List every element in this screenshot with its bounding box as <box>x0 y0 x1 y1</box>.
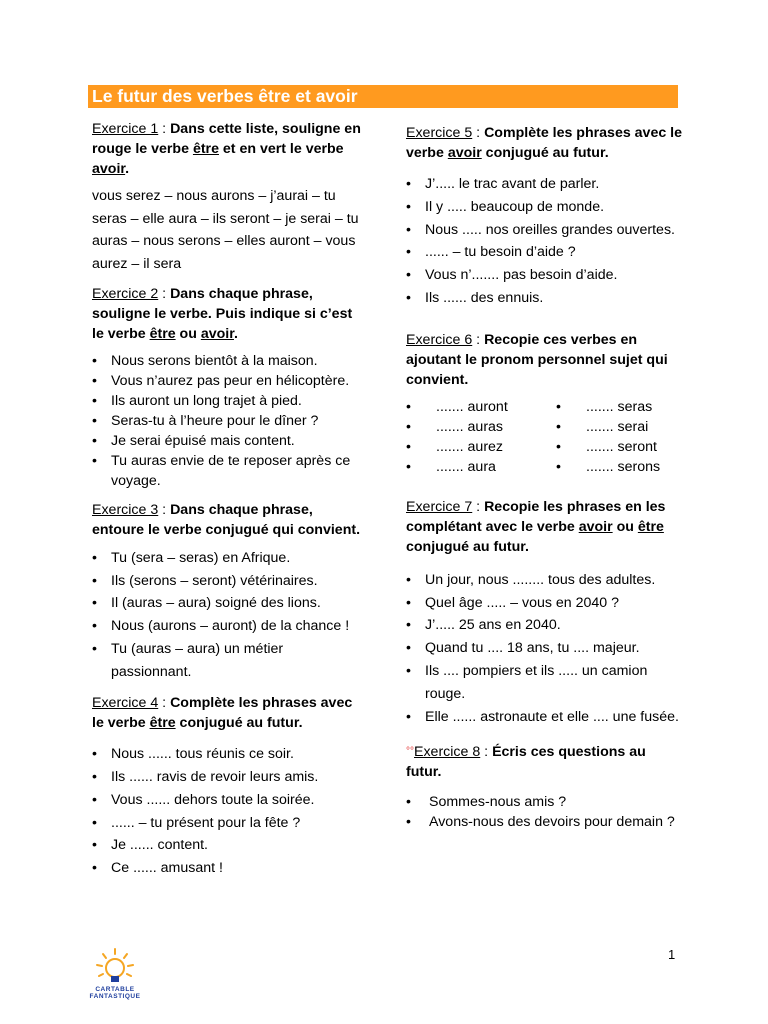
list-item: • Ce ...... amusant ! <box>92 857 364 880</box>
exercise-3 <box>92 500 364 683</box>
list-item: • Je ...... content. <box>92 834 364 857</box>
list-item: • Nous ..... nos oreilles grandes ouvertes. <box>406 219 682 242</box>
exercise-2 <box>92 284 364 491</box>
right-column <box>406 123 682 832</box>
list-item: • ...... – tu besoin d’aide ? <box>406 241 682 264</box>
logo-text: CARTABLE FANTASTIQUE <box>89 986 141 1000</box>
list-item: • ....... auras <box>406 417 556 437</box>
left-column <box>92 119 364 880</box>
exercise-2-label: Exercice 2 <box>92 286 159 302</box>
exercise-3-list <box>92 547 364 683</box>
list-item: • J’..... le trac avant de parler. <box>406 173 682 196</box>
list-item: • Un jour, nous ........ tous des adultes. <box>406 569 682 592</box>
page-number: 1 <box>668 947 676 962</box>
exercise-8-label: Exercice 8 <box>414 744 481 761</box>
list-item: • Tu auras envie de te reposer après ce voyage. <box>92 451 364 491</box>
list-item: • Quel âge ..... – vous en 2040 ? <box>406 592 682 615</box>
list-item: • Ils ...... ravis de revoir leurs amis. <box>92 766 364 789</box>
list-item: • Elle ...... astronaute et elle .... une fusée. <box>406 706 682 729</box>
list-item: • Ils auront un long trajet à pied. <box>92 391 364 411</box>
exercise-8-list <box>406 792 682 832</box>
exercise-1 <box>92 119 364 275</box>
exercise-7-instruction: Exercice 7 : Recopie les phrases en les complétant avec le verbe avoir ou être conjugué au futur. <box>406 498 666 555</box>
list-item: • Seras-tu à l’heure pour le dîner ? <box>92 411 364 431</box>
list-item: • ....... seras <box>556 397 676 417</box>
exercise-7-list <box>406 569 682 729</box>
exercise-6 <box>406 330 682 477</box>
exercise-1-instruction: Exercice 1 : Dans cette liste, souligne en rouge le verbe être et en vert le verbe avoir. <box>92 121 361 177</box>
list-item: • J’..... 25 ans en 2040. <box>406 614 682 637</box>
exercise-2-list <box>92 351 364 491</box>
exercise-6-list <box>406 397 682 477</box>
list-item: • Vous n’aurez pas peur en hélicoptère. <box>92 371 364 391</box>
exercise-3-label: Exercice 3 <box>92 502 159 518</box>
list-item: • ...... – tu présent pour la fête ? <box>92 812 364 835</box>
list-item: • Je serai épuisé mais content. <box>92 431 364 451</box>
exercise-1-verb-list: vous serez – nous aurons – j’aurai – tu seras – elle aura – ils seront – je serai – tu auras – nous serons – elles auront – vous aurez – il sera <box>92 188 359 272</box>
exercise-4-instruction: Exercice 4 : Complète les phrases avec le verbe être conjugué au futur. <box>92 695 353 732</box>
list-item: • Ils .... pompiers et ils ..... un camion rouge. <box>406 660 682 706</box>
list-item: • Avons-nous des devoirs pour demain ? <box>406 812 682 832</box>
list-item: • Nous serons bientôt à la maison. <box>92 351 364 371</box>
exercise-6-label: Exercice 6 <box>406 331 473 348</box>
exercise-5-instruction: Exercice 5 : Complète les phrases avec le verbe avoir conjugué au futur. <box>406 125 683 161</box>
page-title: Le futur des verbes être et avoir <box>88 85 678 108</box>
list-item: • ....... aura <box>406 457 556 477</box>
list-item: • Vous n’....... pas besoin d’aide. <box>406 264 682 287</box>
list-item: • ....... serai <box>556 417 676 437</box>
exercise-1-label: Exercice 1 <box>92 121 159 137</box>
exercise-3-instruction: Exercice 3 : Dans chaque phrase, entoure le verbe conjugué qui convient. <box>92 502 361 538</box>
exercise-5-list <box>406 173 682 310</box>
list-item: • Ils ...... des ennuis. <box>406 287 682 310</box>
list-item: • Tu (auras – aura) un métier passionnant. <box>92 638 364 683</box>
list-item: • Il y ..... beaucoup de monde. <box>406 196 682 219</box>
exercise-6-instruction: Exercice 6 : Recopie ces verbes en ajoutant le pronom personnel sujet qui convient. <box>406 331 668 388</box>
exercise-5-label: Exercice 5 <box>406 125 473 141</box>
exercise-8-instruction: °°Exercice 8 : Écris ces questions au futur. <box>406 744 646 781</box>
list-item: • Tu (sera – seras) en Afrique. <box>92 547 364 570</box>
exercise-2-instruction: Exercice 2 : Dans chaque phrase, souligne le verbe. Puis indique si c’est le verbe être ou avoir. <box>92 286 353 342</box>
exercise-7-label: Exercice 7 <box>406 498 473 515</box>
exercise-5 <box>406 123 682 310</box>
difficulty-stars: °° <box>406 746 414 758</box>
exercise-4-list <box>92 743 364 880</box>
list-item: • ....... serons <box>556 457 676 477</box>
list-item: • Nous ...... tous réunis ce soir. <box>92 743 364 766</box>
exercise-4 <box>92 693 364 880</box>
list-item: • ....... seront <box>556 437 676 457</box>
list-item: • Nous (aurons – auront) de la chance ! <box>92 615 364 638</box>
list-item: • Ils (serons – seront) vétérinaires. <box>92 570 364 593</box>
list-item: • Vous ...... dehors toute la soirée. <box>92 789 364 812</box>
list-item: • Quand tu .... 18 ans, tu .... majeur. <box>406 637 682 660</box>
list-item: • Sommes-nous amis ? <box>406 792 682 812</box>
list-item: • ....... auront <box>406 397 556 417</box>
list-item: • Il (auras – aura) soigné des lions. <box>92 592 364 615</box>
exercise-4-label: Exercice 4 <box>92 695 159 712</box>
exercise-7 <box>406 497 682 729</box>
list-item: • ....... aurez <box>406 437 556 457</box>
exercise-8 <box>406 742 682 832</box>
